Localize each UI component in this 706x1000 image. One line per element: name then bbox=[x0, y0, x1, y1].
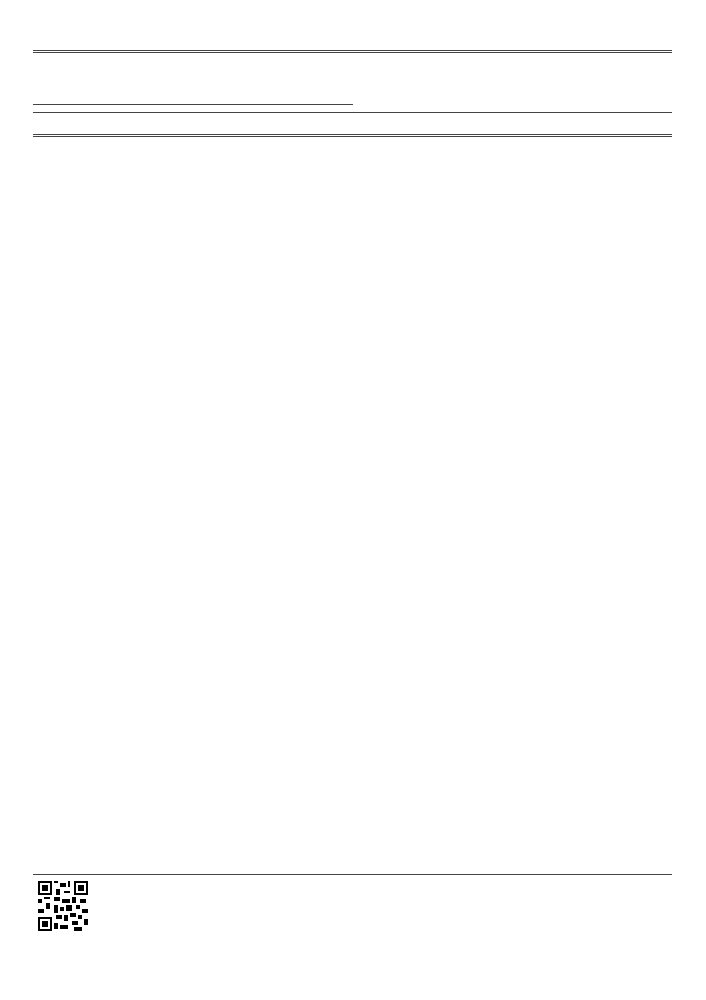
qr-code-icon bbox=[38, 881, 88, 931]
repair-heading bbox=[33, 112, 672, 134]
checklist-content bbox=[33, 48, 672, 158]
footer bbox=[33, 874, 672, 875]
inspector-heading bbox=[33, 50, 672, 74]
other-heading bbox=[33, 134, 672, 153]
inspector-signature-line bbox=[33, 104, 353, 108]
